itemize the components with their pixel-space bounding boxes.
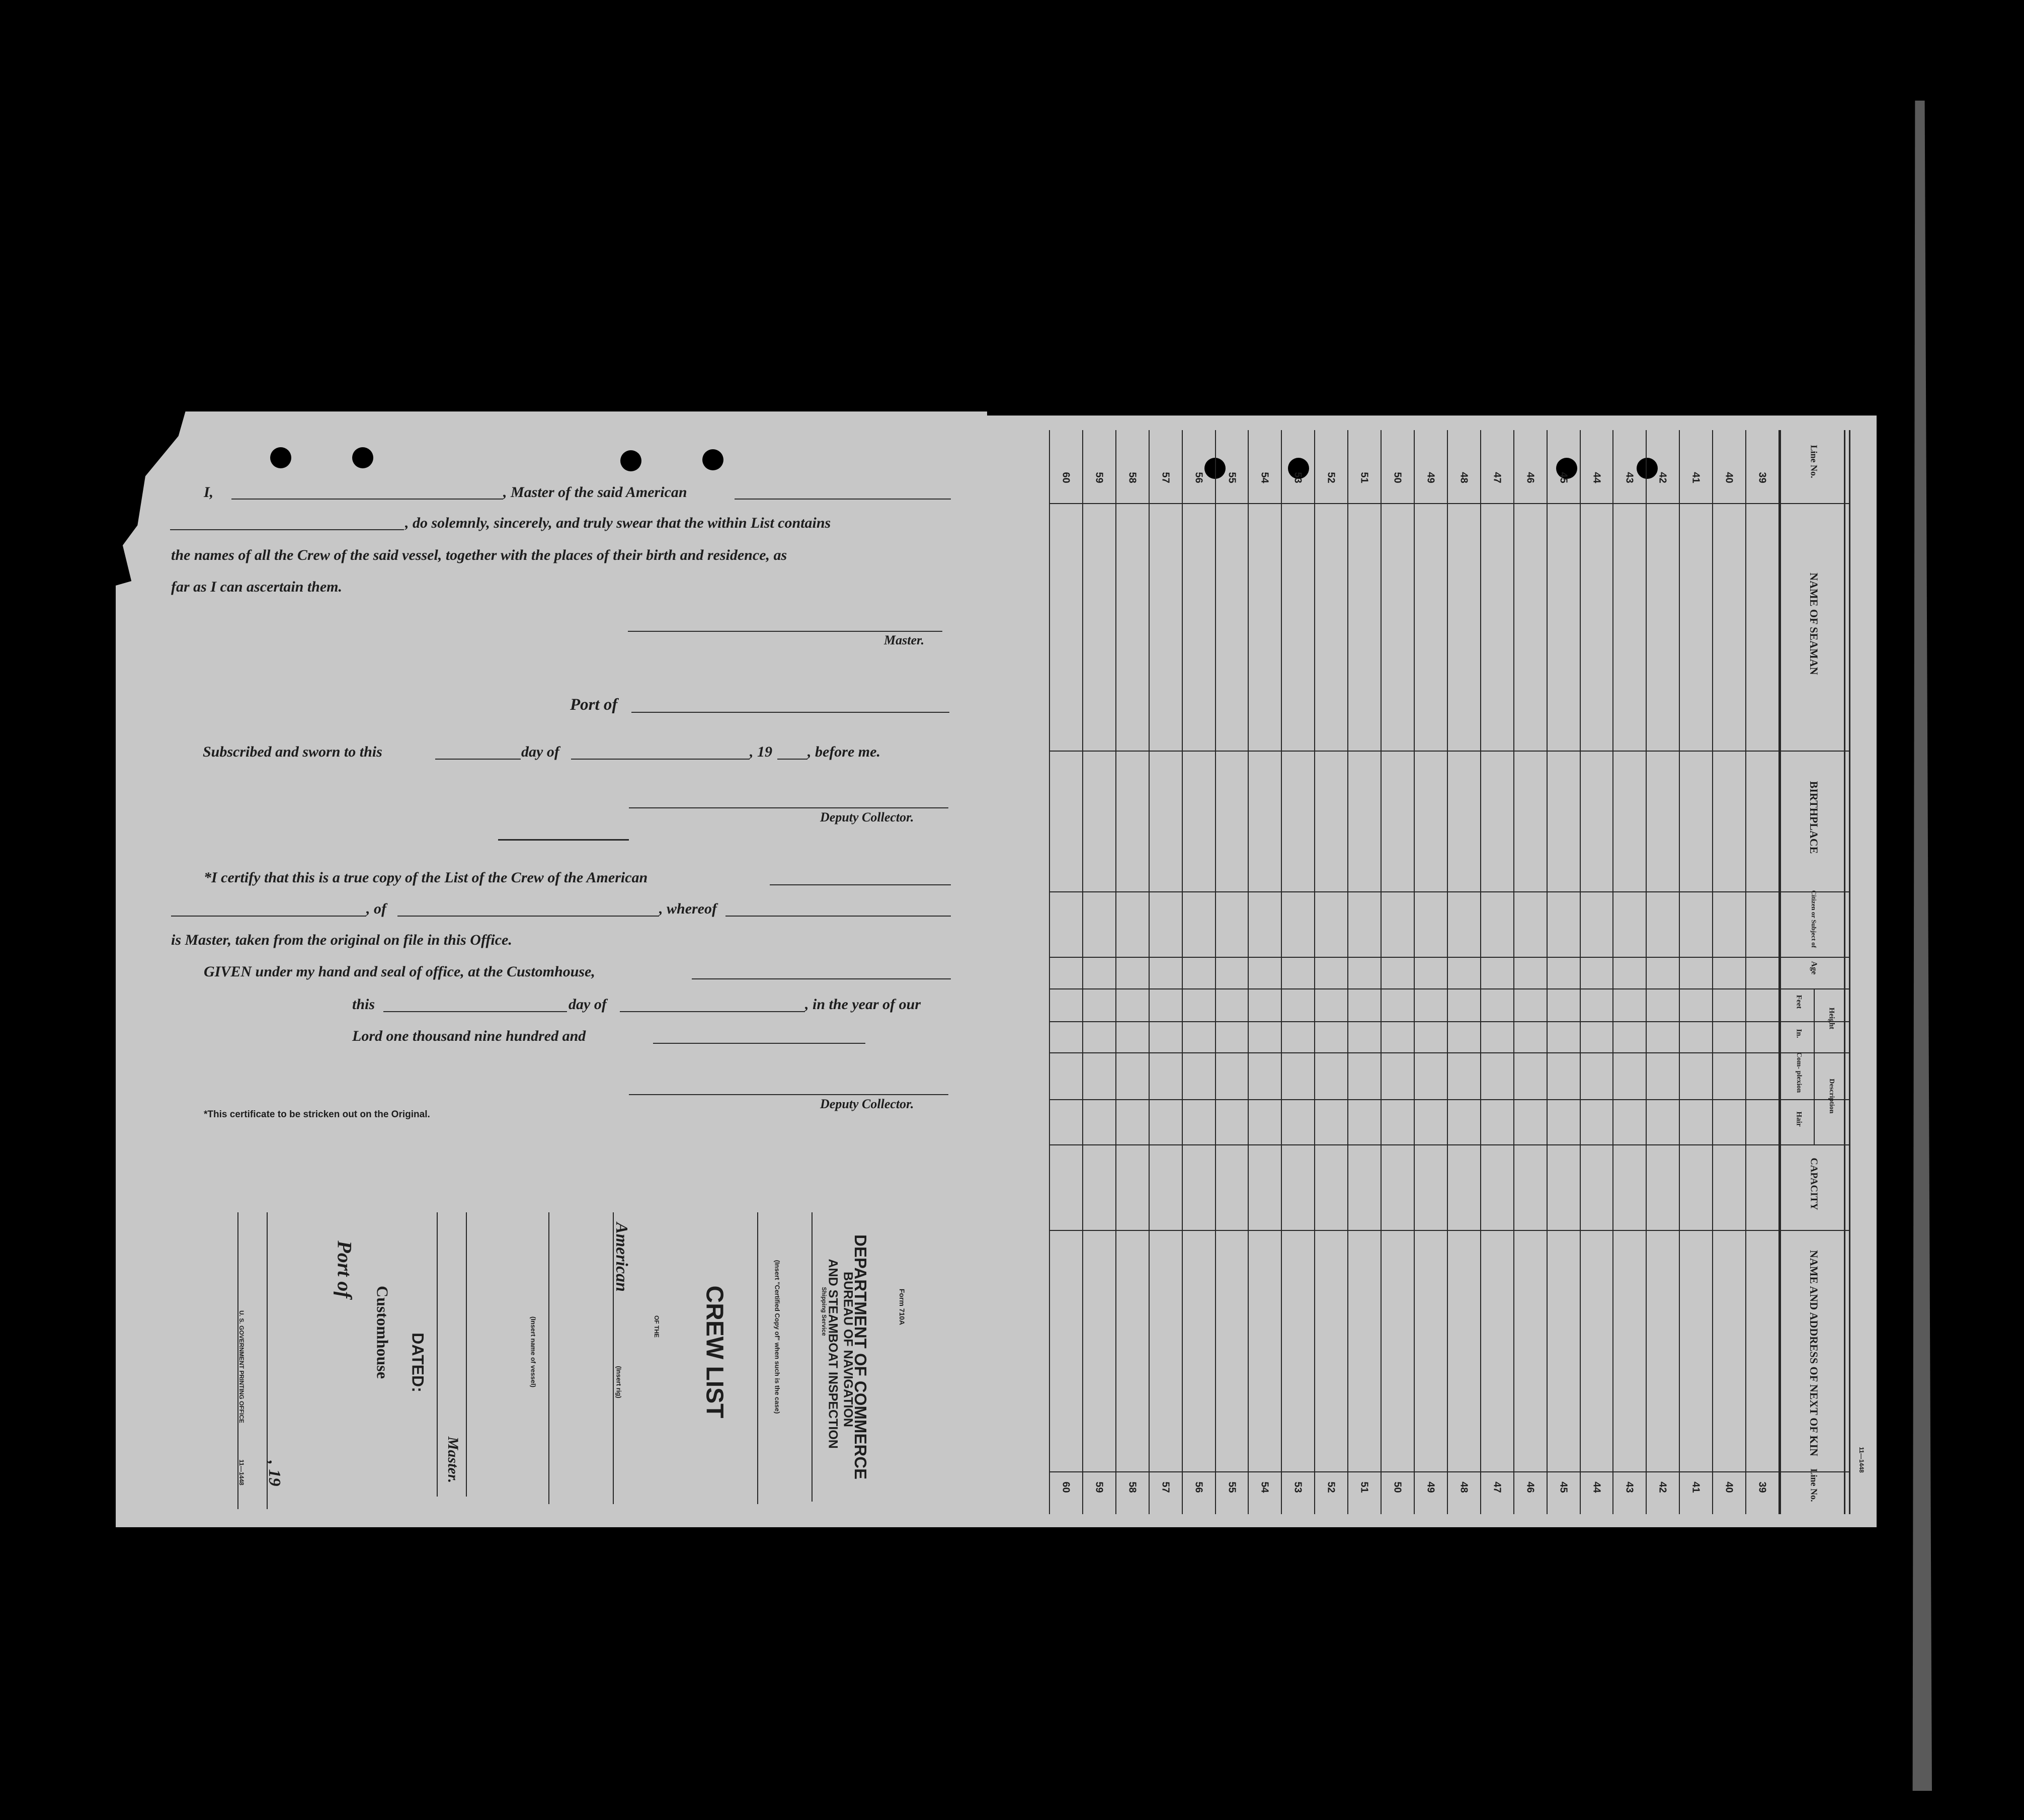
printing-office: U. S. GOVERNMENT PRINTING OFFICE: [238, 1310, 245, 1423]
header-birthplace: BIRTHPLACE: [1808, 781, 1820, 854]
header-hair: Hair: [1795, 1111, 1803, 1127]
crew-row[interactable]: [1415, 506, 1445, 1469]
crew-row[interactable]: [1614, 506, 1644, 1469]
crew-row[interactable]: [1680, 506, 1711, 1469]
cover-rule: [466, 1212, 467, 1497]
oath-line-4: far as I can ascertain them.: [171, 578, 343, 595]
blank-cert-master[interactable]: [725, 916, 951, 917]
blank-vessel-type[interactable]: [735, 499, 951, 500]
line-number-bottom: 44: [1591, 1481, 1602, 1493]
cover-rule: [812, 1212, 813, 1502]
header-description: Description: [1828, 1079, 1835, 1114]
blank-deputy-signature-1[interactable]: [629, 807, 948, 808]
certificate-day-of: day of: [569, 996, 607, 1013]
line-number-top: 46: [1524, 472, 1536, 483]
line-number-bottom: 56: [1193, 1481, 1204, 1493]
oath-i: I,: [204, 484, 214, 501]
certificate-line-3: is Master, taken from the original on file in this Office.: [171, 932, 512, 948]
row-divider: [1480, 430, 1481, 1514]
cover-of-the: OF THE: [653, 1315, 660, 1338]
header-complexion: Com- plexion: [1795, 1052, 1803, 1093]
divider: [498, 839, 629, 841]
line-number-top: 56: [1193, 472, 1204, 483]
line-number-bottom: 51: [1358, 1481, 1370, 1493]
oath-master-american: , Master of the said American: [503, 484, 687, 501]
blank-sworn-day[interactable]: [435, 759, 521, 760]
cover-port-of: Port of: [333, 1240, 356, 1298]
header-edge: [1849, 430, 1850, 1514]
certificate-footnote: *This certificate to be stricken out on the Original.: [204, 1109, 430, 1120]
cover-crew-list: CREW LIST: [701, 1285, 728, 1419]
header-edge: [1779, 430, 1781, 1514]
crew-row[interactable]: [1647, 506, 1677, 1469]
oath-line-3: the names of all the Crew of the said vessel, together with the places of their birth and residence, as: [171, 547, 787, 563]
row-divider: [1646, 430, 1647, 1514]
line-number-top: 58: [1126, 472, 1138, 483]
deputy-collector-caption-2: Deputy Collector.: [820, 1097, 914, 1111]
cover-year: , 19: [265, 1460, 284, 1486]
crew-row[interactable]: [1747, 506, 1777, 1469]
certificate-year-of-our: , in the year of our: [805, 996, 921, 1013]
row-divider: [1414, 430, 1415, 1514]
row-divider: [1149, 430, 1150, 1514]
line-number-bottom: 50: [1392, 1481, 1403, 1493]
line-number-bottom: 48: [1458, 1481, 1470, 1493]
blank-deputy-signature-2[interactable]: [629, 1094, 948, 1095]
header-height: Height: [1827, 1007, 1836, 1030]
crew-row[interactable]: [1482, 506, 1512, 1469]
header-age: Age: [1810, 961, 1818, 975]
crew-row[interactable]: [1084, 506, 1114, 1469]
line-number-top: 49: [1425, 472, 1436, 483]
row-divider: [1547, 430, 1548, 1514]
blank-master-name[interactable]: [231, 499, 503, 500]
film-edge: [1908, 101, 1932, 1791]
header-feet: Feet: [1795, 995, 1803, 1009]
crew-row[interactable]: [1183, 506, 1213, 1469]
punch-hole: [352, 447, 373, 468]
row-divider: [1082, 430, 1083, 1514]
line-number-top: 53: [1292, 472, 1304, 483]
deputy-collector-caption-1: Deputy Collector.: [820, 810, 914, 824]
line-number-bottom: 42: [1657, 1481, 1668, 1493]
cover-rule: [757, 1212, 758, 1504]
line-number-top: 55: [1226, 472, 1237, 483]
column-divider: [1049, 503, 1850, 504]
header-citizen-or-subject-of: Citizen or Subject of: [1810, 890, 1818, 948]
blank-cert-vessel-name[interactable]: [171, 916, 366, 917]
line-number-bottom: 43: [1624, 1481, 1635, 1493]
blank-cert-vessel-type[interactable]: [770, 884, 951, 885]
sworn-year-19: , 19: [750, 743, 772, 760]
cover-american: American: [612, 1222, 631, 1292]
line-number-bottom: 54: [1259, 1481, 1270, 1493]
row-divider: [1049, 430, 1050, 1514]
column-divider: [1049, 1471, 1850, 1472]
line-number-top: 40: [1723, 472, 1735, 483]
certificate-line-1: *I certify that this is a true copy of the List of the Crew of the American: [204, 869, 648, 886]
blank-port[interactable]: [631, 712, 949, 713]
punch-hole: [1637, 458, 1658, 479]
crew-row[interactable]: [1714, 506, 1744, 1469]
cover-department: DEPARTMENT OF COMMERCE: [851, 1234, 870, 1480]
row-divider: [1580, 430, 1581, 1514]
cover-master: Master.: [445, 1436, 461, 1483]
line-number-bottom: 46: [1524, 1481, 1536, 1493]
row-divider: [1115, 430, 1116, 1514]
cover-service: Shipping Service: [821, 1287, 828, 1336]
before-me: , before me.: [807, 743, 880, 760]
crew-row[interactable]: [1515, 506, 1545, 1469]
punch-hole: [270, 447, 291, 468]
header-line-no-bottom: Line No.: [1809, 1468, 1819, 1502]
row-divider: [1712, 430, 1713, 1514]
header-subdivider: [1814, 988, 1815, 1144]
cover-form-no: Form 710A: [898, 1288, 906, 1326]
crew-row[interactable]: [1282, 506, 1313, 1469]
row-divider: [1215, 430, 1216, 1514]
crew-row[interactable]: [1249, 506, 1279, 1469]
certificate-whereof: , whereof: [659, 900, 717, 917]
subscribed-label: Subscribed and sworn to this: [203, 743, 382, 760]
crew-row[interactable]: [1150, 506, 1180, 1469]
line-number-top: 51: [1358, 472, 1370, 483]
punch-hole: [702, 449, 723, 470]
line-number-bottom: 49: [1425, 1481, 1436, 1493]
row-divider: [1182, 430, 1183, 1514]
blank-cert-month[interactable]: [620, 1011, 805, 1012]
line-number-top: 41: [1690, 472, 1702, 483]
line-number-top: 48: [1458, 472, 1470, 483]
blank-cert-year[interactable]: [653, 1043, 865, 1044]
line-number-bottom: 53: [1292, 1481, 1304, 1493]
cover-insert-rig: (Insert rig): [615, 1366, 623, 1398]
row-divider: [1612, 430, 1613, 1514]
line-number-top: 39: [1756, 472, 1768, 483]
blank-sworn-month[interactable]: [571, 759, 750, 760]
certificate-this: this: [352, 996, 375, 1013]
header-line-no: Line No.: [1809, 445, 1819, 478]
line-number-bottom: 57: [1160, 1481, 1171, 1493]
row-divider: [1513, 430, 1514, 1514]
line-number-bottom: 40: [1723, 1481, 1735, 1493]
crew-row[interactable]: [1349, 506, 1379, 1469]
crew-row[interactable]: [1217, 506, 1247, 1469]
punch-hole: [620, 450, 641, 471]
line-number-top: 50: [1392, 472, 1403, 483]
line-number-top: 42: [1657, 472, 1668, 483]
line-number-bottom: 59: [1093, 1481, 1105, 1493]
row-divider: [1248, 430, 1249, 1514]
certificate-lord: Lord one thousand nine hundred and: [352, 1028, 586, 1044]
row-divider: [1314, 430, 1315, 1514]
row-divider: [1381, 430, 1382, 1514]
line-number-top: 54: [1259, 472, 1270, 483]
crew-row[interactable]: [1117, 506, 1147, 1469]
corner-code: 11—1448: [1858, 1447, 1865, 1473]
row-divider: [1281, 430, 1282, 1514]
header-edge: [1844, 430, 1845, 1514]
header-capacity: CAPACITY: [1808, 1157, 1820, 1210]
line-number-top: 43: [1624, 472, 1635, 483]
header-next-of-kin: NAME AND ADDRESS OF NEXT OF KIN: [1808, 1250, 1820, 1456]
line-number-bottom: 52: [1325, 1481, 1337, 1493]
crew-row[interactable]: [1316, 506, 1346, 1469]
blank-sworn-year[interactable]: [777, 759, 807, 760]
cover-bureau-2: AND STEAMBOAT INSPECTION: [826, 1259, 840, 1449]
crew-row[interactable]: [1050, 506, 1081, 1469]
line-number-top: 47: [1491, 472, 1503, 483]
line-number-bottom: 47: [1491, 1481, 1503, 1493]
blank-cert-day[interactable]: [383, 1011, 567, 1012]
line-number-top: 59: [1093, 472, 1105, 483]
line-number-bottom: 45: [1558, 1481, 1569, 1493]
line-number-top: 44: [1591, 472, 1602, 483]
master-caption: Master.: [884, 633, 925, 647]
oath-line-2: , do solemnly, sincerely, and truly swear that the within List contains: [405, 515, 831, 531]
cover-rule: [437, 1212, 438, 1497]
line-number-top: 52: [1325, 472, 1337, 483]
line-number-bottom: 60: [1060, 1481, 1072, 1493]
certificate-of: , of: [366, 900, 386, 917]
blank-cert-home-port[interactable]: [397, 916, 659, 917]
header-name-of-seaman: NAME OF SEAMAN: [1808, 572, 1820, 675]
port-of-label: Port of: [570, 696, 618, 714]
crew-row[interactable]: [1581, 506, 1611, 1469]
line-number-top: 45: [1558, 472, 1569, 483]
crew-row[interactable]: [1382, 506, 1412, 1469]
cover-customhouse: Customhouse: [373, 1286, 392, 1379]
header-inches: In.: [1795, 1029, 1803, 1038]
row-divider: [1347, 430, 1348, 1514]
line-number-bottom: 58: [1126, 1481, 1138, 1493]
cover-bureau-1: BUREAU OF NAVIGATION: [841, 1272, 855, 1427]
line-number-bottom: 41: [1690, 1481, 1702, 1493]
cover-insert-vessel: (Insert name of vessel): [529, 1316, 537, 1387]
cover-certified-note: (Insert "Certified Copy of" when such is the case): [773, 1260, 781, 1414]
blank-master-signature[interactable]: [628, 631, 942, 632]
line-number-top: 60: [1060, 472, 1072, 483]
sworn-day-of: day of: [521, 743, 559, 760]
row-divider: [1745, 430, 1746, 1514]
printing-code: 11—1448: [238, 1459, 245, 1485]
line-number-bottom: 39: [1756, 1481, 1768, 1493]
crew-row[interactable]: [1548, 506, 1578, 1469]
line-number-top: 57: [1160, 472, 1171, 483]
blank-customhouse[interactable]: [692, 978, 951, 979]
row-divider: [1447, 430, 1448, 1514]
line-number-bottom: 55: [1226, 1481, 1237, 1493]
cover-rule: [548, 1212, 549, 1504]
crew-row[interactable]: [1448, 506, 1479, 1469]
blank-vessel-name[interactable]: [170, 529, 404, 530]
certificate-line-4: GIVEN under my hand and seal of office, at the Customhouse,: [204, 963, 595, 980]
cover-dated: DATED:: [409, 1333, 427, 1392]
row-divider: [1679, 430, 1680, 1514]
